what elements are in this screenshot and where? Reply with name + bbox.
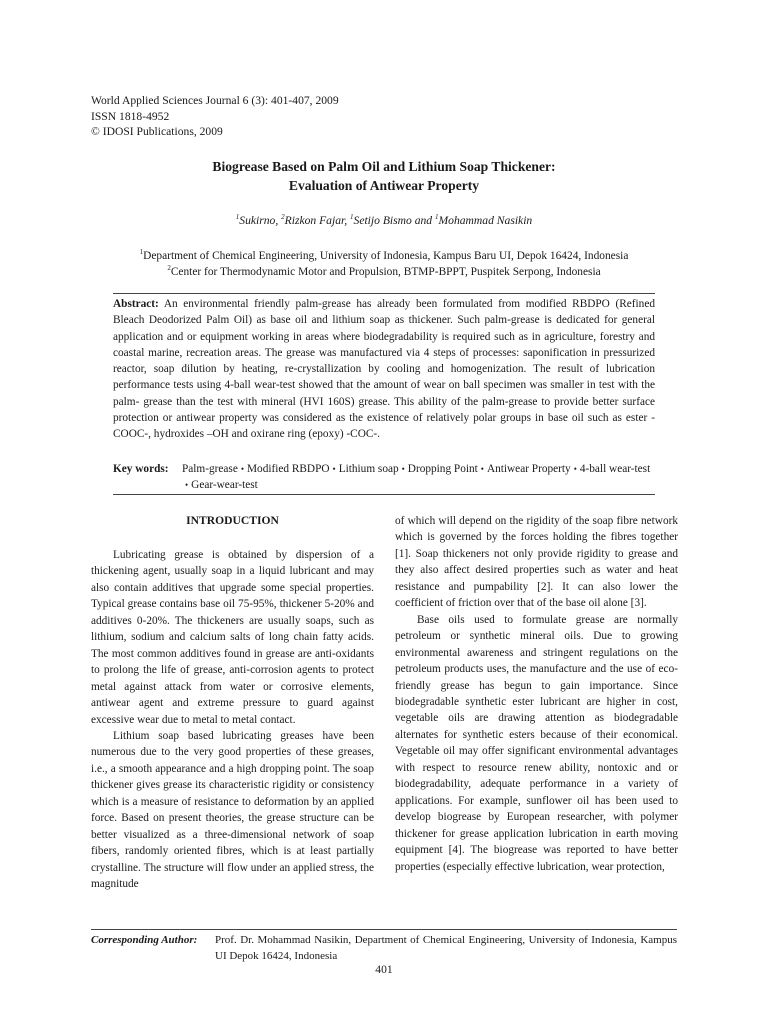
- body-paragraph: Base oils used to formulate grease are normally petroleum or synthetic mineral oils. Due to growing environmental awareness and stringent regulations on the petroleum products uses, the manufacture and the use of eco-friendly grease has begun to gain importance. Since biodegradable synthetic ester lubricant are higher in cost, vegetable oils are drawing attention as biodegradable alternates for synthetic esters because of their economical. Vegetable oil may offer significant environmental advantages with respect to resource renew ability, nontoxic and or biodegradability, adequate performance in a variety of applications. For example, sunflower oil has been used to develop biogrease by European researcher, with polymer thickener for grease application lubrication in earth moving equipment [4]. The biogrease was reported to have better properties (especially effective lubrication, wear protection,: [395, 613, 678, 873]
- paper-title: [91, 157, 677, 195]
- abstract-bottom-divider: [113, 494, 655, 495]
- keyword-separator: •: [401, 464, 405, 474]
- keywords-label: Key words:: [113, 463, 169, 475]
- keyword-separator: •: [240, 464, 244, 474]
- body-paragraph: Lubricating grease is obtained by dispersion of a thickening agent, usually soap in a liquid lubricant and may also contain additives that upgrade some special properties. Typical grease contains base oil 75-95%, thickener 5-20% and additives 0-20%. The thickeners are usually soaps, such as lithium, sodium and calcium salts of long chain fatty acids. The most common additives found in grease are anti-oxidants to prolong the life of grease, anti-corrosion agents to protect metal against attack from water or corrosive elements, antiwear agent and extreme pressure to guard against excessive wear due to metal to metal contact.: [91, 549, 374, 726]
- body-paragraph-continued: of which will depend on the rigidity of the soap fibre network which is governed by the forces holding the fibres together [1]. Soap thickeners not only provide rigidity to grease and they also affect desired properties such as water and heat resistance and pumpability [2]. It can also lower the coefficient of friction over that of the base oil alone [3].: [395, 515, 678, 610]
- keyword: Lithium soap: [338, 463, 399, 475]
- keyword: 4-ball wear-test: [579, 463, 651, 475]
- keyword: Palm-grease: [182, 463, 238, 475]
- page-number: 401: [375, 963, 393, 976]
- footnote-label: Corresponding Author:: [91, 934, 198, 946]
- author: $^1$Setijo Bismo and: [350, 213, 435, 227]
- abstract-text: An environmental friendly palm-grease has already been formulated from modified RBDPO (Refined Bleach Deodorized Palm Oil) as base oil and lithium soap as thickener. Such palm-grease is dedicated for general application and or equipment working in areas where biodegradability is required such as in agriculture, forestry and coastal marine, recreation areas. The grease was manufactured via 4 steps of processes: saponification in pressurized reactor, soap dilution by heating, re-crystallization by cooling and homogenization. The result of lubrication performance tests using 4-ball wear-test showed that the amount of wear on ball specimen was smaller in test with the palm- grease than the test with mineral (HVI 160S) grease. This ability of the palm-grease to provide better surface protection or antiwear property was considered as the existence of relatively polar groups in base oil such as ester -COOC-, hydroxides –OH and oxirane ring (epoxy) -COC-.: [113, 298, 655, 441]
- journal-copyright: © IDOSI Publications, 2009: [91, 125, 223, 138]
- keyword-separator: •: [332, 464, 336, 474]
- keyword: Dropping Point: [407, 463, 478, 475]
- left-column: [91, 513, 374, 893]
- affiliations: [91, 248, 677, 281]
- keyword: Gear-wear-test: [191, 479, 258, 492]
- author: $^1$Mohammad Nasikin: [435, 213, 533, 227]
- keyword: Antiwear Property: [486, 463, 571, 475]
- affiliation: $^1$Department of Chemical Engineering, University of Indonesia, Kampus Baru UI, Depok 16424, Indonesia: [139, 248, 629, 262]
- footnote-divider: [91, 929, 677, 930]
- affiliation: $^2$Center for Thermodynamic Motor and Propulsion, BTMP-BPPT, Puspitek Serpong, Indonesia: [167, 264, 601, 279]
- journal-header: [91, 93, 339, 140]
- title-line-2: Evaluation of Antiwear Property: [288, 178, 480, 193]
- abstract-label: Abstract:: [113, 298, 159, 310]
- body-paragraph: Lithium soap based lubricating greases have been numerous due to the very good properties of these greases, i.e., a smooth appearance and a high dropping point. The soap thickener gives grease its characteristic rigidity or consistency which is a measure of resistance to deformation by an applied force. Based on present theories, the grease structure can be better visualized as a three-dimensional network of soap fibers, randomly oriented fibres, which is at least partially crystalline. The structure will flow under an applied stress, the magnitude: [91, 729, 374, 891]
- keyword-separator: •: [480, 464, 484, 474]
- author-list: [91, 214, 677, 227]
- journal-issn: ISSN 1818-4952: [91, 109, 170, 123]
- section-heading: INTRODUCTION: [186, 514, 279, 527]
- right-column: [395, 513, 678, 875]
- footnote-text: Prof. Dr. Mohammad Nasikin, Department of Chemical Engineering, University of Indonesia, Kampus UI Depok 16424, Indonesia: [215, 934, 677, 962]
- author: $^2$Rizkon Fajar,: [281, 213, 351, 227]
- keyword: Modified RBDPO: [247, 463, 330, 475]
- title-line-1: Biogrease Based on Palm Oil and Lithium Soap Thickener:: [212, 159, 556, 174]
- abstract: [113, 296, 655, 443]
- keywords-list: [182, 461, 655, 494]
- keyword-separator: •: [185, 480, 189, 491]
- journal-citation: World Applied Sciences Journal 6 (3): 401-407, 2009: [91, 94, 339, 107]
- abstract-top-divider: [113, 293, 655, 294]
- author: $^1$Sukirno,: [235, 213, 282, 227]
- keyword-separator: •: [573, 464, 577, 474]
